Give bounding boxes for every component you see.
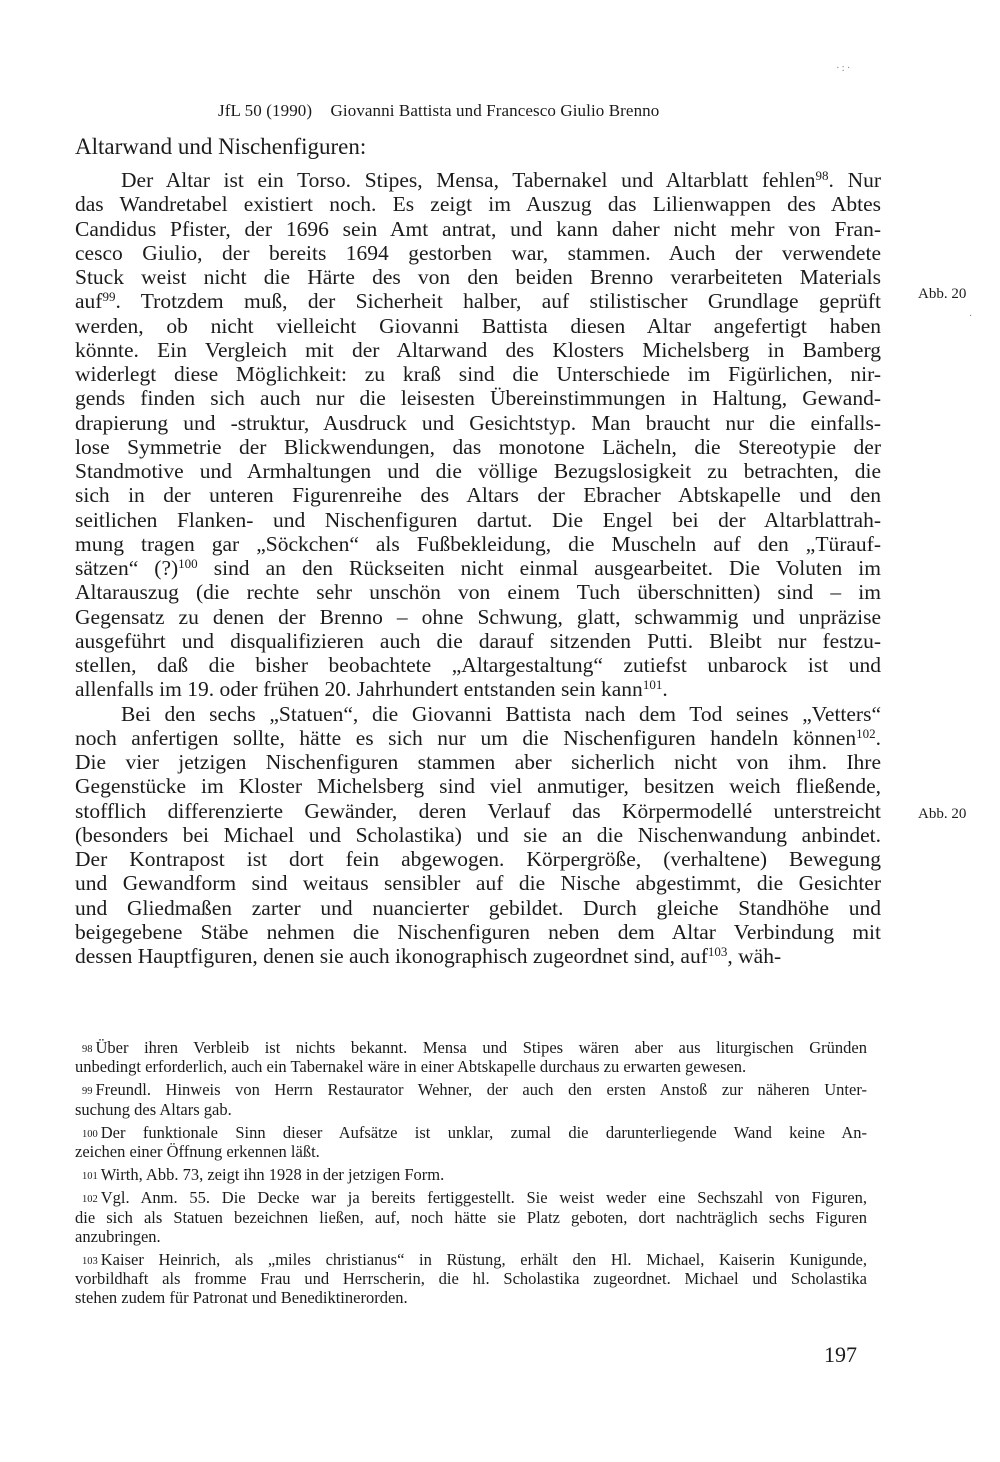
footnote	[75, 1123, 867, 1161]
footnote-marker: 98	[815, 168, 829, 183]
body-line: Standmotive und Armhaltungen und die völlige Bezugslosigkeit zu betrachten, die	[75, 459, 881, 483]
body-line: Die vier jetzigen Nischenfiguren stammen aber sicherlich nicht von ihm. Ihre	[75, 750, 881, 774]
body-line: Stuck weist nicht die Härte des von den beiden Brenno verarbeiteten Materials	[75, 265, 881, 289]
footnote	[75, 1165, 867, 1184]
body-line: noch anfertigen sollte, hätte es sich nur um die Nischenfiguren handeln können$^{102}$.	[75, 725, 881, 750]
footnote-number: 99	[82, 1086, 93, 1098]
body-line: cesco Giulio, der bereits 1694 gestorben war, stammen. Auch der verwendete	[75, 240, 881, 265]
footnote	[75, 1250, 867, 1308]
footnote-line: $^{99}$ Freundl. Hinweis von Herrn Restaurator Wehner, der auch den ersten Anstoß zur näheren Unter-	[82, 1080, 867, 1100]
footnote-line: $^{102}$ Vgl. Anm. 55. Die Decke war ja bereits fertiggestellt. Sie weist weder eine Sechszahl von Figuren,	[82, 1188, 867, 1208]
footnote-number: 100	[82, 1128, 98, 1140]
footnote-marker: 101	[642, 677, 663, 693]
footnote-line: $^{98}$ Über ihren Verbleib ist nichts bekannt. Mensa und Stipes wären aber aus liturgischen Gründen	[82, 1038, 867, 1057]
body-line: allenfalls im 19. oder frühen 20. Jahrhundert entstanden sein kann$^{101}$.	[75, 677, 668, 702]
footnote-line: die sich als Statuen bezeichnen ließen, auf, noch hätte sie Platz geboten, dort nachträglich sechs Figuren	[75, 1207, 867, 1227]
body-line: Candidus Pfister, der 1696 sein Amt antrat, und kann daher nicht mehr von Fran-	[75, 216, 881, 241]
body-line: Gegensatz zu denen der Brenno – ohne Schwung, glatt, schwammig und unpräzise	[75, 604, 881, 629]
page-number: 197	[824, 1342, 857, 1367]
running-head	[218, 101, 659, 121]
footnote-line: $^{101}$ Wirth, Abb. 73, zeigt ihn 1928 in der jetzigen Form.	[82, 1165, 445, 1185]
body-line: ausgeführt und disqualifizieren auch die darauf sitzenden Putti. Bleibt nur festzu-	[75, 628, 881, 653]
footnote-line: vorbildhaft als fromme Frau und Herrscherin, die hl. Scholastika zugeordnet. Michael und Scholastika	[75, 1269, 867, 1289]
body-line: auf$^{99}$. Trotzdem muß, der Sicherheit halber, auf stilistischer Grundlage geprüft	[75, 289, 881, 314]
body-line: werden, ob nicht vielleicht Giovanni Battista diesen Altar angefertigt haben	[75, 313, 881, 338]
body-line: drapierung und -struktur, Ausdruck und Gesichtstyp. Man braucht nur die einfalls-	[75, 410, 881, 435]
footnote-number: 103	[82, 1255, 98, 1267]
body-line: und Gliedmaßen zarter und nuancierter gebildet. Durch gleiche Standhöhe und	[75, 895, 881, 920]
footnote-marker: 102	[856, 725, 876, 741]
section-heading: Altarwand und Nischenfiguren:	[75, 134, 367, 159]
body-line: sich in der unteren Figurenreihe des Altars der Ebracher Abtskapelle und den	[75, 483, 881, 508]
journal-reference: JfL 50 (1990)	[218, 101, 313, 120]
footnote	[75, 1080, 867, 1118]
footnote-line: $^{100}$ Der funktionale Sinn dieser Aufsätze ist unklar, zumal die darunterliegende Wand keine An-	[82, 1122, 867, 1142]
running-title: Giovanni Battista und Francesco Giulio Brenno	[330, 101, 660, 120]
body-line: Bei den sechs „Statuen“, die Giovanni Battista nach dem Tod seines „Vetters“	[121, 701, 881, 726]
body-line: und Gewandform sind weitaus sensibler auf die Nische abgestimmt, die Gesichter	[75, 871, 881, 896]
body-line: Gegenstücke im Kloster Michelsberg sind viel anmutiger, besitzen weich fließende,	[75, 774, 881, 799]
body-line: (besonders bei Michael und Scholastika) und sie an die Nischenwandung anbindet.	[75, 822, 881, 847]
footnote-marker: 103	[707, 944, 728, 959]
body-line: Der Altar ist ein Torso. Stipes, Mensa, Tabernakel und Altarblatt fehlen$^{98}$. Nur	[121, 168, 882, 192]
footnote-number: 101	[82, 1171, 98, 1183]
footnote-line: suchung des Altars gab.	[75, 1099, 232, 1119]
body-line: Der Kontrapost ist dort fein abgewogen. Körpergröße, (verhaltene) Bewegung	[75, 847, 881, 871]
body-line: lose Symmetrie der Blickwendungen, das monotone Lächeln, die Stereotypie der	[75, 434, 881, 459]
footnote-line: stehen zudem für Patronat und Benediktinerorden.	[75, 1288, 408, 1308]
footnote-marker: 99	[102, 289, 116, 305]
footnote	[75, 1188, 867, 1246]
body-text	[75, 168, 881, 968]
body-line: das Wandretabel existiert noch. Es zeigt im Auszug das Lilienwappen des Abtes	[75, 192, 881, 217]
body-line: stellen, daß die bisher beobachtete „Altargestaltung“ zutiefst unbarock ist und	[75, 653, 881, 677]
body-line: seitlichen Flanken- und Nischenfiguren dartut. Die Engel bei der Altarblattrah-	[75, 507, 881, 532]
scan-speck: ·:·	[836, 62, 853, 74]
footnote-line: anzubringen.	[75, 1226, 161, 1246]
body-line: sätzen“ (?)$^{100}$ sind an den Rückseiten nicht einmal ausgearbeitet. Die Voluten im	[75, 556, 881, 580]
body-line: dessen Hauptfiguren, denen sie auch ikonographisch zugeordnet sind, auf$^{103}$, wäh-	[75, 944, 782, 968]
footnote-marker: 100	[178, 556, 198, 571]
body-line: mung tragen gar „Söckchen“ als Fußbekleidung, die Muscheln auf den „Türauf-	[75, 531, 881, 556]
margin-dot: ·	[969, 311, 973, 322]
footnote-number: 98	[82, 1044, 93, 1055]
body-line: gends finden sich auch nur die leisesten Übereinstimmungen in Haltung, Gewand-	[75, 386, 881, 411]
body-line: beigegebene Stäbe nehmen die Nischenfiguren neben dem Altar Verbindung mit	[75, 919, 881, 944]
footnote-line: zeichen einer Öffnung erkennen läßt.	[75, 1141, 320, 1161]
footnote	[75, 1038, 867, 1076]
body-line: widerlegt diese Möglichkeit: zu kraß sind die Unterschiede im Figürlichen, nir-	[75, 362, 881, 386]
body-line: könnte. Ein Vergleich mit der Altarwand des Klosters Michelsberg in Bamberg	[75, 337, 881, 362]
body-line: Altarauszug (die rechte sehr unschön von einem Tuch überschnitten) sind – im	[75, 580, 881, 605]
margin-figure-reference: Abb. 20	[918, 286, 967, 302]
footnotes	[75, 1038, 867, 1307]
footnote-line: $^{103}$ Kaiser Heinrich, als „miles christianus“ in Rüstung, erhält den Hl. Michael, Kaiserin Kunigunde,	[82, 1249, 867, 1269]
footnote-line: unbedingt erforderlich, auch ein Tabernakel wäre in einer Abtskapelle durchaus zu erwarten gewesen.	[75, 1057, 747, 1077]
footnote-number: 102	[82, 1194, 98, 1206]
body-line: stofflich differenzierte Gewänder, deren Verlauf das Körpermodellé unterstreicht	[75, 798, 881, 823]
margin-figure-reference: Abb. 20	[918, 806, 967, 822]
